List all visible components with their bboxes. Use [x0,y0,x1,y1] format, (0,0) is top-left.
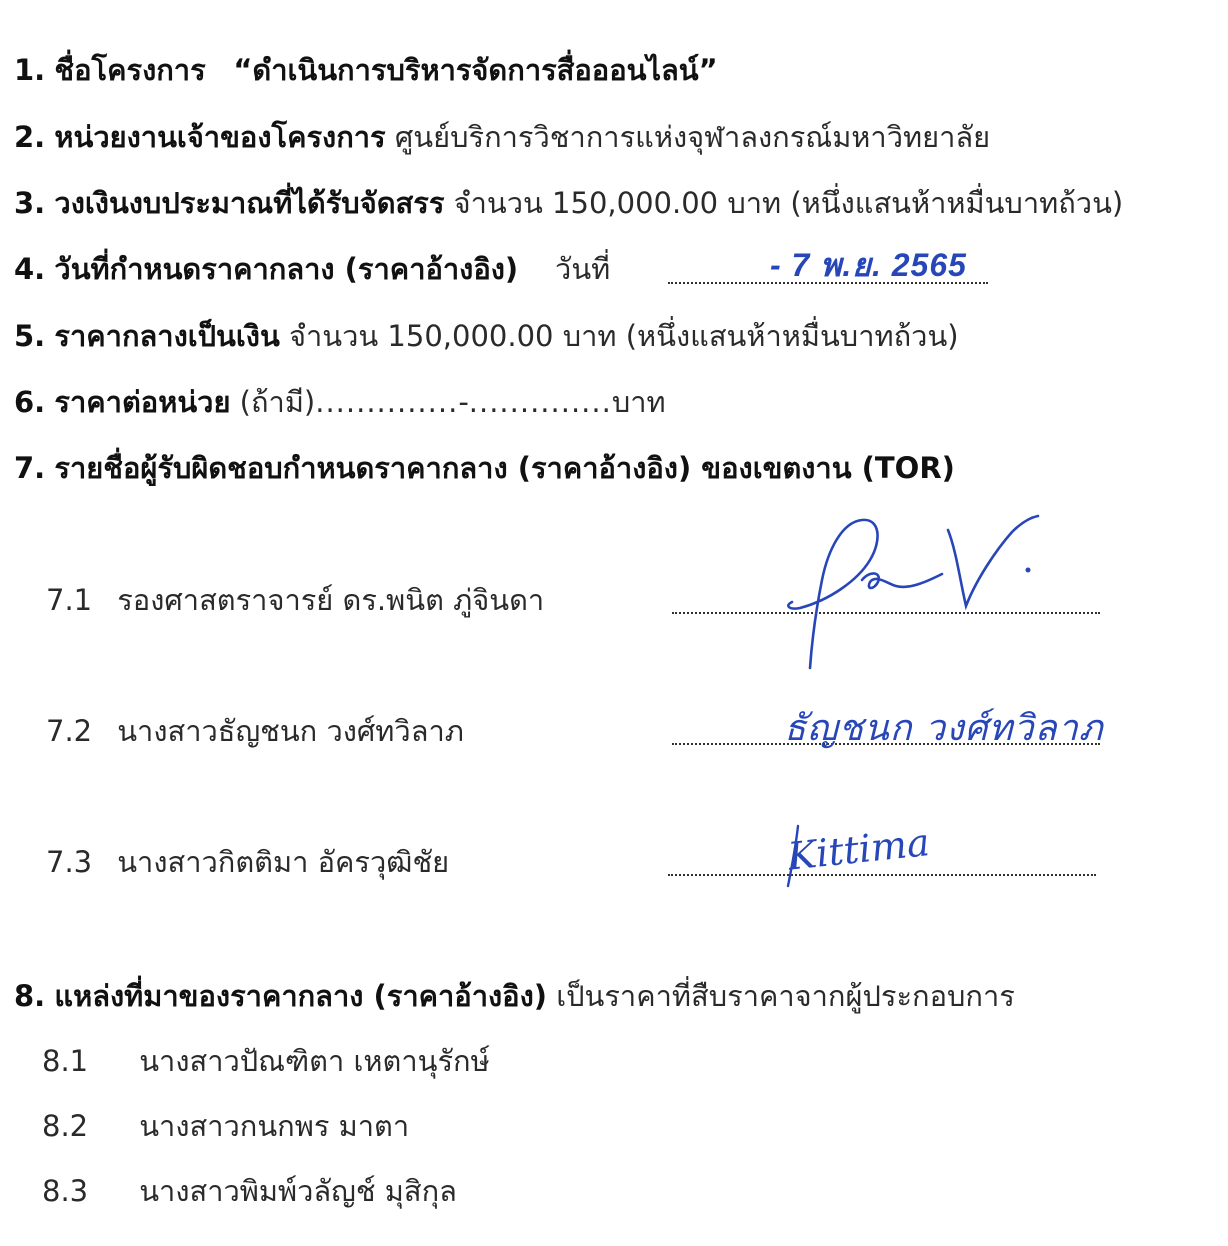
item-value: เป็นราคาที่สืบราคาจากผู้ประกอบการ [556,979,1015,1013]
dotted-leader: .............. [315,385,459,419]
signer-row [46,842,449,882]
item-unit-price [14,382,666,422]
signer-name: นางสาวกิตติมา อัครวุฒิชัย [117,845,450,879]
item-label: แหล่งที่มาของราคากลาง (ราคาอ้างอิง) [54,979,547,1013]
dotted-leader: .............. [468,385,612,419]
item-label: รายชื่อผู้รับผิดชอบกำหนดราคากลาง (ราคาอ้างอิง) ของเขตงาน (TOR) [54,451,955,485]
signer-number: 7.2 [46,714,93,748]
unit-price-value: - [458,385,469,419]
supplier-row [42,1171,457,1211]
item-value: “ดำเนินการบริหารจัดการสื่อออนไลน์” [233,53,718,87]
item-value: ศูนย์บริการวิชาการแห่งจุฬาลงกรณ์มหาวิทยาลัย [394,120,991,154]
item-number: 8. [14,979,46,1013]
item-label: หน่วยงานเจ้าของโครงการ [54,120,386,154]
supplier-name: นางสาวกนกพร มาตา [139,1109,410,1143]
item-reference-price [14,316,959,356]
supplier-number: 8.3 [42,1174,89,1208]
supplier-name: นางสาวพิมพ์วลัญช์ มุสิกุล [139,1174,457,1208]
item-budget [14,183,1123,223]
supplier-row [42,1106,409,1146]
supplier-number: 8.1 [42,1044,89,1078]
item-value: จำนวน 150,000.00 บาท (หนึ่งแสนห้าหมื่นบาทถ้วน) [453,186,1124,220]
supplier-row [42,1041,490,1081]
supplier-number: 8.2 [42,1109,89,1143]
item-label: วันที่กำหนดราคากลาง (ราคาอ้างอิง) [54,252,519,286]
signer-name: นางสาวธัญชนก วงศ์ทวิลาภ [117,714,464,748]
signature-text: Kittima [785,820,932,879]
item-label: ราคากลางเป็นเงิน [54,319,280,353]
item-label: วงเงินงบประมาณที่ได้รับจัดสรร [54,186,445,220]
signer-name: รองศาสตราจารย์ ดร.พนิต ภู่จินดา [117,583,545,617]
item-responsible-persons [14,448,955,488]
item-number: 6. [14,385,46,419]
item-number: 1. [14,53,46,87]
item-project-name [14,50,718,90]
item-number: 7. [14,451,46,485]
item-value-prefix: (ถ้ามี) [239,385,316,419]
item-label: ราคาต่อหน่วย [54,385,231,419]
supplier-name: นางสาวปัณฑิตา เหตานุรักษ์ [139,1044,490,1078]
signature-image [784,814,934,894]
item-value-prefix: วันที่ [555,252,611,286]
item-number: 4. [14,252,46,286]
signature-image [770,510,1060,680]
item-number: 3. [14,186,46,220]
unit-label: บาท [611,385,666,419]
item-number: 5. [14,319,46,353]
signature-text: ธัญชนก วงศ์ทวิลาภ [784,708,1104,749]
item-label: ชื่อโครงการ [54,53,206,87]
signer-row [46,711,464,751]
item-value: จำนวน 150,000.00 บาท (หนึ่งแสนห้าหมื่นบาทถ้วน) [289,319,959,353]
item-number: 2. [14,120,46,154]
signer-row [46,580,544,620]
item-owner-unit [14,117,990,157]
date-stamp: - 7 พ.ย. 2565 [770,247,967,283]
signer-number: 7.3 [46,845,93,879]
signature-image [780,690,1110,760]
item-reference-date [14,249,610,289]
signer-number: 7.1 [46,583,93,617]
item-price-source [14,976,1015,1016]
